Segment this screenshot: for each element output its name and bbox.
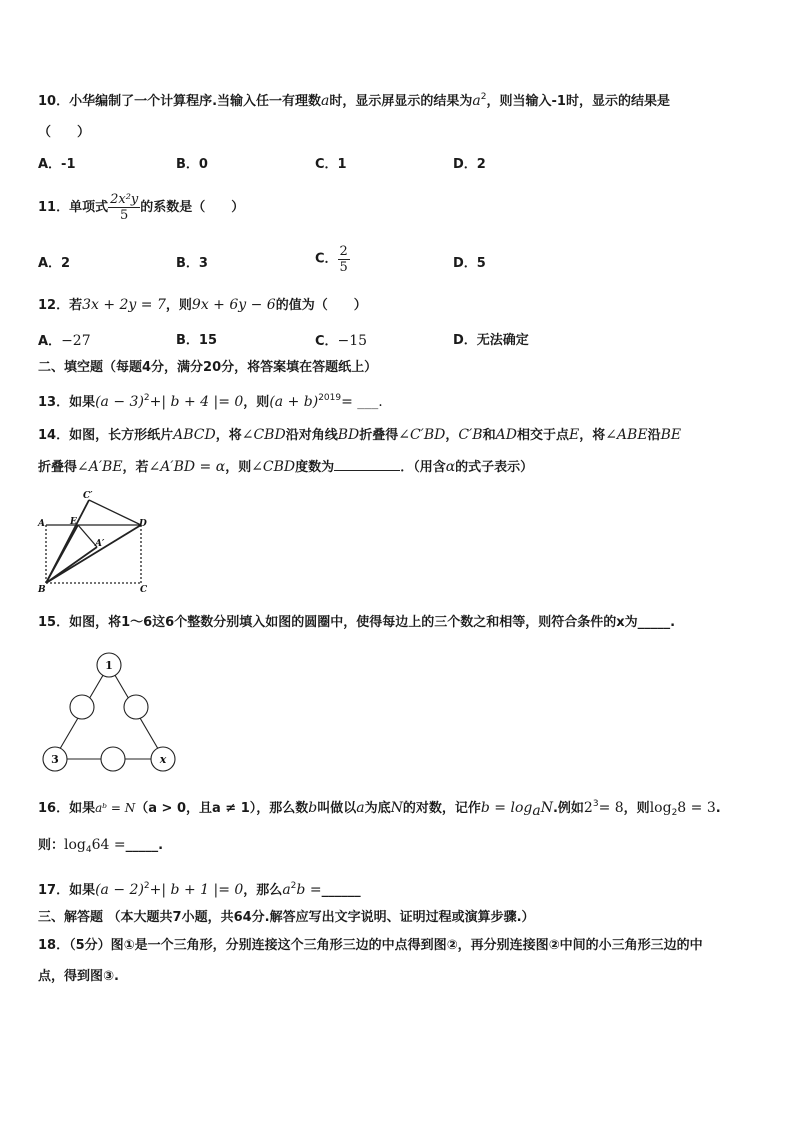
q14-text-b: ，将 — [215, 428, 242, 443]
q14-angle-cbd: ∠CBD — [241, 427, 286, 443]
q13-expr-1: (a − 3) — [95, 394, 144, 410]
q14-text-i: 沿 — [647, 428, 661, 443]
q16-example-log: log — [649, 800, 672, 816]
q14-text-j: 折叠得 — [38, 460, 78, 475]
q13-text-1: 13．如果 — [38, 395, 96, 410]
q14-figure — [34, 486, 164, 598]
q17-text-1: 17．如果 — [38, 883, 96, 898]
q16-question-log-sub: 4 — [85, 845, 92, 855]
q11-option-b: B．3 — [176, 256, 208, 271]
q13-sup-2: 2019 — [318, 393, 342, 403]
q16-var-n: N — [390, 800, 403, 816]
q14-abcd: ABCD — [173, 427, 216, 443]
q16-example-exp: 3 — [592, 799, 599, 809]
q15-figure — [38, 649, 182, 775]
q10-stem — [38, 88, 670, 111]
q14-label-c: C — [140, 585, 148, 595]
q14-text-f: 和 — [482, 428, 496, 443]
q12-option-a-value: −27 — [61, 333, 91, 349]
q16-example-rest: = 8 — [598, 800, 624, 816]
q10-text-1: 10．小华编制了一个计算程序.当输入任一有理数 — [38, 94, 322, 109]
q17-answer-blank: ______ — [321, 883, 361, 898]
q13-stem — [38, 389, 383, 412]
q16-line-2 — [38, 836, 163, 859]
q18-line-2: 点，得到图③. — [38, 969, 119, 984]
q10-text-2: 时，显示屏显示的结果为 — [329, 94, 473, 109]
q14-angle-apbe: ∠A′BE — [77, 459, 123, 475]
q17-expr-3: a — [282, 882, 291, 898]
q11-option-c — [315, 244, 350, 275]
q16-example-log-rest: 8 = 3 — [677, 800, 716, 816]
q11-stem — [38, 192, 244, 223]
q12-option-c-value: −15 — [337, 333, 368, 349]
q11-option-c-label: C． — [315, 251, 338, 267]
q12-text-1: 12．若 — [38, 298, 83, 313]
q12-stem — [38, 296, 367, 315]
q10-var-a2: a — [472, 93, 481, 109]
q14-angle-cpbd: ∠C′BD — [398, 427, 446, 443]
q16-text-6: .例如 — [552, 801, 584, 816]
q14-text-n: ．（用含 — [400, 460, 446, 475]
q17-text-2: ，那么 — [243, 883, 283, 898]
q10-option-a: A．-1 — [38, 157, 76, 172]
q17-expr-4: b = — [296, 882, 322, 898]
q14-line-2 — [38, 457, 533, 477]
q14-alpha: α — [445, 459, 456, 475]
q13-text-2: ，则 — [243, 395, 270, 410]
q10-option-d: D．2 — [453, 157, 486, 172]
q10-sup: 2 — [480, 92, 487, 102]
q14-text-m: 度数为 — [295, 460, 335, 475]
q16-answer-blank: _____. — [125, 838, 164, 853]
q16-log-sub: a — [532, 803, 541, 819]
q15-circle-bottom-mid — [101, 747, 125, 771]
q14-angle-apbd: ∠A′BD = α — [148, 459, 226, 475]
q11-option-a: A．2 — [38, 256, 71, 271]
q12-expression: 9x + 6y − 6 — [191, 297, 276, 313]
q14-text-o: 的式子表示） — [455, 460, 534, 475]
q12-text-2: ，则 — [165, 298, 192, 313]
q14-edge-bap — [46, 547, 97, 583]
q11-fraction — [108, 192, 140, 223]
q11-frac-num: 2x²y — [110, 192, 139, 207]
q16-question-rest: 64 = — [91, 837, 126, 853]
q14-cpb: C′B — [458, 427, 483, 443]
q16-log-n: N — [540, 800, 553, 816]
q14-text-e: ， — [445, 428, 459, 443]
q12-text-3: 的值为（ ） — [275, 298, 367, 313]
q10-var-a: a — [321, 93, 330, 109]
q16-text-9: 则： — [38, 838, 65, 853]
q14-be: BE — [660, 427, 682, 443]
q11-c-num: 2 — [339, 244, 348, 259]
q12-equation: 3x + 2y = 7 — [82, 297, 166, 313]
section-3-heading: 三、解答题 （本大题共7小题，共64分.解答应写出文字说明、证明过程或演算步骤.） — [38, 910, 535, 925]
q16-text-4: 为底 — [364, 801, 391, 816]
q14-text-c: 沿对角线 — [285, 428, 338, 443]
q14-bd: BD — [337, 427, 360, 443]
q14-angle-cbd-2: ∠CBD — [251, 459, 296, 475]
q11-c-den: 5 — [339, 260, 348, 275]
q14-label-cprime: C′ — [83, 491, 93, 501]
q15-stem: 15．如图，将1～6这6个整数分别填入如图的圆圈中，使得每边上的三个数之和相等，则符合条件的x为_____. — [38, 615, 676, 630]
q14-label-d: D — [139, 519, 147, 529]
q14-text-l: ，则 — [225, 460, 252, 475]
q14-label-e: E — [70, 517, 77, 527]
q14-line-1 — [38, 426, 681, 445]
q17-expr-2: +| b + 1 |= 0 — [149, 882, 244, 898]
q16-example-base: 2 — [583, 800, 593, 816]
section-2-heading: 二、填空题（每题4分，满分20分，将答案填在答题纸上） — [38, 360, 378, 375]
q15-label-bottom-right: x — [159, 753, 167, 766]
q11-option-d: D．5 — [453, 256, 486, 271]
q11-text-1: 11．单项式 — [38, 200, 109, 215]
q17-sup-2: 2 — [290, 881, 297, 891]
q10-answer-paren: （ ） — [38, 125, 91, 140]
q11-option-c-fraction — [338, 244, 350, 275]
q16-text-2: （a > 0，且a ≠ 1），那么数 — [135, 801, 309, 816]
q18-line-1: 18．（5分）图①是一个三角形，分别连接这个三角形三边的中点得到图②，再分别连接图②中间的小三角形三边的中 — [38, 938, 703, 953]
q15-label-top: 1 — [105, 659, 113, 672]
q16-text-5: 的对数，记作 — [402, 801, 481, 816]
q15-label-bottom-left: 3 — [51, 753, 59, 766]
q16-text-7: ，则 — [623, 801, 650, 816]
q14-text-k: ，若 — [122, 460, 149, 475]
q16-var-b: b — [308, 800, 318, 816]
q16-line-1 — [38, 795, 721, 822]
q15-circle-left-mid — [70, 695, 94, 719]
q12-option-b: B．15 — [176, 333, 217, 348]
q12-option-c — [315, 332, 367, 351]
q16-log-def: b = log — [480, 800, 533, 816]
q16-question-log: log — [64, 837, 86, 853]
q14-text-d: 折叠得 — [359, 428, 399, 443]
q17-expr-1: (a − 2) — [95, 882, 144, 898]
q16-power-def: aᵇ = N — [95, 801, 136, 815]
q10-option-c: C．1 — [315, 157, 347, 172]
q15-circle-right-mid — [124, 695, 148, 719]
q13-expr-3: (a + b) — [269, 394, 319, 410]
q12-option-a-label: A． — [38, 334, 62, 349]
q14-label-a: A — [38, 519, 45, 529]
q16-text-3: 叫做以 — [317, 801, 357, 816]
q17-stem — [38, 877, 361, 900]
q10-text-3: ，则当输入-1时，显示的结果是 — [486, 94, 670, 109]
q12-option-d: D．无法确定 — [453, 333, 529, 348]
q13-sup-1: 2 — [143, 393, 150, 403]
q14-point-e: E — [568, 427, 580, 443]
q11-frac-den: 5 — [120, 208, 129, 223]
q17-sup-1: 2 — [143, 881, 150, 891]
q14-angle-abe: ∠ABE — [605, 427, 648, 443]
q14-edge-be — [46, 525, 78, 583]
q11-text-2: 的系数是（ ） — [140, 200, 245, 215]
q16-example-log-sub: 2 — [671, 808, 678, 818]
q12-option-c-label: C． — [315, 334, 338, 349]
q14-ad: AD — [495, 427, 517, 443]
q14-answer-blank — [334, 457, 400, 471]
q14-label-aprime: A′ — [95, 539, 105, 549]
q14-text-h: ，将 — [579, 428, 606, 443]
q14-text-a: 14．如图，长方形纸片 — [38, 428, 174, 443]
q10-option-b: B．0 — [176, 157, 208, 172]
q12-option-a — [38, 332, 91, 351]
q16-text-1: 16．如果 — [38, 801, 96, 816]
q14-text-g: 相交于点 — [516, 428, 569, 443]
q16-var-a: a — [356, 800, 365, 816]
q13-expr-2: +| b + 4 |= 0 — [149, 394, 244, 410]
q13-answer-blank: = ___. — [341, 394, 383, 410]
q14-label-b: B — [38, 585, 46, 595]
q14-edge-cpd — [89, 500, 141, 525]
q16-text-8: . — [715, 801, 721, 816]
